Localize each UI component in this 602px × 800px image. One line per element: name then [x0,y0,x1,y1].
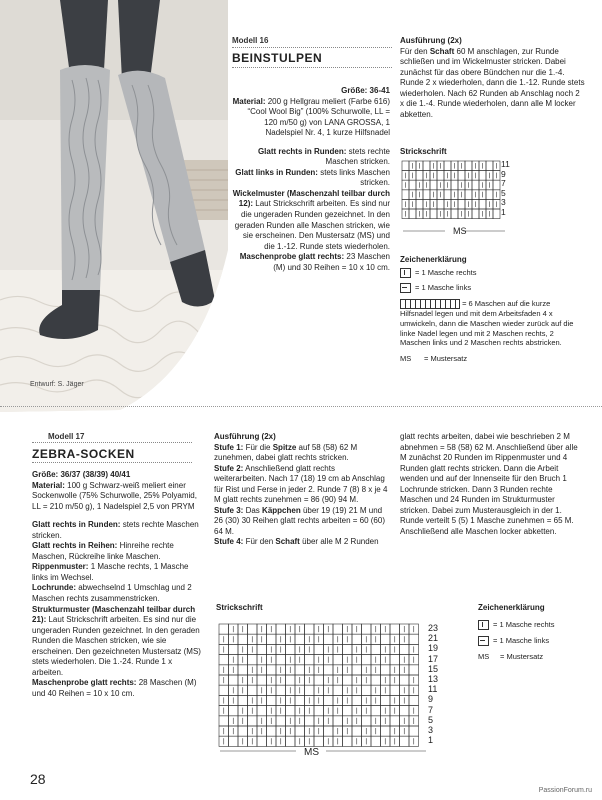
purl-symbol-icon [478,636,489,646]
row-number: 7 [501,178,506,189]
chart-cell [276,685,286,695]
chart-cell [381,726,391,736]
chart-cell [257,706,267,716]
size-label: Größe: 36-41 [341,86,390,95]
legend-16 [400,268,585,364]
chart-cell [390,655,400,665]
chart-cell [493,180,500,190]
chart-cell [444,190,451,200]
chart-cell [409,726,419,736]
chart-16-row-numbers [501,160,510,218]
row-number: 15 [428,663,439,674]
chart-cell [314,675,324,685]
ausfuehrung-heading: Ausführung (2x) [214,432,276,441]
row-number: 1 [501,206,506,217]
chart-cell [238,726,248,736]
chart-cell [458,171,465,181]
chart-cell [409,209,416,219]
glatt-rechts-text: Glatt rechts in Runden: stets rechte Maschen stricken. [32,520,199,540]
chart-cell [437,199,444,209]
chart-cell [333,624,343,634]
chart-cell [465,190,472,200]
chart-cell [400,706,410,716]
chart-cell [472,180,479,190]
legend-item: MS = Mustersatz [400,354,468,364]
chart-cell [400,675,410,685]
chart-cell [267,634,277,644]
model-16-label: Modell 16 [232,36,269,45]
glatt-rechts-text: Glatt rechts in Runden: stets rechte Maschen stricken. [257,146,390,167]
row-number: 13 [428,674,439,685]
row-number: 11 [428,684,438,695]
knit-symbol-icon [400,268,411,278]
row-number: 5 [428,714,434,725]
maschenprobe-text: Maschenprobe glatt rechts: 28 Maschen (M) und 40 Reihen = 10 x 10 cm. [32,678,197,698]
chart-cell [267,665,277,675]
row-number: 9 [428,694,434,705]
ausfuehrung-text: Für den Schaft 60 M anschlagen, zur Runde schließen und im Wickelmuster stricken. Dabei zunächst für das obere Bündchen nur die 1.-4. Runde 2 x wiederholen, dann die 1.-12. Runde stets wiederholen. Nach 62 Runden ab Anschlag noch 2 x die 1.-4. Runde wiederholen, dann alle M locker abketten. [400,46,585,119]
chart-cell [219,624,229,634]
chart-cell [238,634,248,644]
material-text: Material: 100 g Schwarz-weiß meliert einer Sockenwolle (75% Schurwolle, 25% Polyamid, LL = 210 m/50 g), 1 Nadelspiel 2,5 von PRYM [32,480,197,511]
chart-cell [305,624,315,634]
chart-cell [343,706,353,716]
chart-cell [229,644,239,654]
glatt-reihen-text: Glatt rechts in Reihen: Hinreihe rechte Maschen, Rückreihe linke Maschen. [32,541,174,561]
chart-cell [238,695,248,705]
legend-item: = 1 Masche rechts [478,620,588,630]
chart-cell [248,716,258,726]
chart-cell [451,209,458,219]
chart-cell [314,736,324,746]
legend-17 [478,620,588,662]
chart-cell [402,190,409,200]
chart-cell [238,665,248,675]
row-number: 23 [428,623,439,633]
page-number: 28 [30,771,46,787]
rippenmuster-text: Rippenmuster: 1 Masche rechts, 1 Masche links im Wechsel. [32,562,189,582]
chart-cell [267,726,277,736]
chart-cell [371,706,381,716]
legend-item: MS = Mustersatz [478,652,544,661]
model-17-label: Modell 17 [48,432,85,441]
stufe-1-text: Stufe 1: Für die Spitze auf 58 (58) 62 M zunehmen, dabei glatt rechts stricken. [214,442,358,463]
row-number: 7 [428,704,434,715]
ausfuehrung-continued-text: glatt rechts arbeiten, dabei wie beschrieben 2 M abnehmen = 58 (58) 62 M. Anschließend über alle M zunächst 20 Runden im Rippenmuster und 4 Runden glatt rechts stricken. Dann die Arbeit wenden und auf der Innenseite für den Bruch 1 Lochrunde stricken. Dann 3 Runden rechte Maschen und 24 Runden im Strukturmuster stricken. Dabei zum Musterausgleich in der 1. Runde verteilt 5 (5) 1 Masche zunehmen = 65 M. Anschließend alle Maschen locker abketten. [400,432,578,536]
legend-item: = 1 Masche links [478,636,588,646]
chart-cell [257,644,267,654]
chart-cell [390,716,400,726]
model-17-instructions [32,470,204,699]
chart-cell [444,161,451,171]
source-watermark: PassionForum.ru [538,787,592,794]
row-number: 11 [501,159,510,169]
wickelmuster-text: Wickelmuster (Maschenzahl teilbar durch 12): Laut Strickschrift arbeiten. Es sind nur die ungeraden Runden gezeichnet. In den geraden Runden alle Maschen stricken, wie sie erscheinen. Den Mustersatz (MS) und die 1.-12. Runde stets wiederholen. [232,188,390,251]
row-number: 3 [501,197,506,208]
chart-cell [400,736,410,746]
chart-cell [295,634,305,644]
model-17-title: ZEBRA-SOCKEN [32,447,135,461]
chart-cell [479,171,486,181]
lochrunde-text: Lochrunde: abwechselnd 1 Umschlag und 2 Maschen rechts zusammenstricken. [32,583,192,604]
chart-cell [248,624,258,634]
chart-cell [371,736,381,746]
chart-cell [472,209,479,219]
chart-cell [305,655,315,665]
purl-symbol-icon [400,283,411,293]
stufe-4-text: Stufe 4: Für den Schaft über alle M 2 Runden [214,537,379,547]
chart-cell [314,644,324,654]
chart-cell [295,726,305,736]
divider [32,442,192,443]
chart-cell [362,685,372,695]
model-17-ausfuehrung-cont [400,432,585,537]
photo-credit: Entwurf: S. Jäger [30,381,84,388]
chart-cell [276,716,286,726]
chart-cell [295,695,305,705]
chart-cell [276,624,286,634]
chart-cell [458,199,465,209]
chart-cell [390,624,400,634]
chart-cell [362,655,372,665]
chart-cell [423,190,430,200]
chart-cell [248,685,258,695]
chart-cell [333,685,343,695]
row-number: 17 [428,653,439,664]
chart-cell [352,634,362,644]
chart-cell [362,716,372,726]
divider [232,67,392,68]
chart-cell [409,634,419,644]
chart-cell [343,644,353,654]
strukturmuster-text: Strukturmuster (Maschenzahl teilbar durch 21): Laut Strickschrift arbeiten. Es sind nur die ungeraden Runden gezeichnet. In den geraden Runden die Maschen stricken, wie sie erscheinen. Den gezeichneten Mustersatz (MS) stets wiederholen. Die 1.-24. Runde 1 x arbeiten. [32,604,201,677]
chart-cell [437,171,444,181]
glatt-links-text: Glatt links in Runden: stets links Maschen stricken. [235,167,390,188]
chart-cell [451,180,458,190]
legend-item: = 1 Masche links [400,283,585,293]
chart-cell [423,161,430,171]
row-number: 21 [428,633,439,644]
chart-cell [286,736,296,746]
chart-cell [381,695,391,705]
chart-cell [486,161,493,171]
chart-cell [486,190,493,200]
chart-cell [305,716,315,726]
stufe-2-text: Stufe 2: Anschließend glatt rechts weiterarbeiten. Nach 17 (18) 19 cm ab Anschlag für Rist und Ferse in jeder 2. Runde 7 (8) 8 x je 4 M glatt rechts zunehmen = 86 (90) 94 M. [214,463,388,505]
chart-cell [324,726,334,736]
chart-16-title: Strickschrift [400,147,447,156]
chart-cell [479,199,486,209]
chart-cell [430,209,437,219]
row-number: 19 [428,643,439,654]
row-number: 1 [428,735,434,746]
chart-cell [324,665,334,675]
chart-cell [248,655,258,665]
section-separator [0,406,602,407]
chart-cell [276,655,286,665]
chart-cell [286,706,296,716]
chart-cell [343,736,353,746]
stufe-3-text: Stufe 3: Das Käppchen über 19 (19) 21 M und 26 (30) 30 Reihen glatt rechts arbeiten = 60 (60) 64 M. [214,505,385,536]
chart-cell [400,644,410,654]
chart-cell [229,706,239,716]
chart-cell [381,665,391,675]
chart-cell [416,199,423,209]
chart-17-title: Strickschrift [216,603,263,612]
wrap-cable-symbol-icon [400,299,460,309]
legend-item: = 1 Masche rechts [400,268,585,278]
chart-cell [229,736,239,746]
legend-16-title: Zeichenerklärung [400,255,467,264]
chart-cell [371,675,381,685]
chart-cell [343,675,353,685]
chart-cell [314,706,324,716]
chart-cell [219,685,229,695]
divider [32,462,192,463]
chart-cell [493,209,500,219]
maschenprobe-text: Maschenprobe glatt rechts: 23 Maschen (M) und 30 Reihen = 10 x 10 cm. [239,252,390,272]
size-label: Größe: 36/37 (38/39) 40/41 [32,470,131,479]
chart-cell [402,161,409,171]
model-16-title: BEINSTULPEN [232,51,323,65]
material-text: Material: 200 g Hellgrau meliert (Farbe 616) “Cool Wool Big” (100% Schurwolle, LL = 120 m/50 g) von LANA GROSSA, 1 Nadelspiel Nr. 4, 1 kurze Hilfsnadel [232,96,390,138]
chart-cell [409,665,419,675]
chart-cell [390,685,400,695]
chart-cell [324,695,334,705]
ms-label: MS [304,747,319,758]
chart-cell [286,644,296,654]
chart-cell [324,634,334,644]
chart-cell [352,665,362,675]
knit-symbol-icon [478,620,489,630]
chart-cell [286,675,296,685]
chart-cell [465,161,472,171]
divider [232,47,392,48]
chart-cell [333,716,343,726]
chart-cell [352,695,362,705]
chart-17-knitting-chart [216,620,446,764]
model-16-instructions [232,86,390,273]
chart-cell [267,695,277,705]
legend-17-title: Zeichenerklärung [478,603,545,612]
chart-cell [409,695,419,705]
chart-cell [257,736,267,746]
row-number: 3 [428,725,434,736]
chart-cell [229,675,239,685]
row-number: 9 [501,168,506,179]
chart-cell [416,171,423,181]
leg-warmers-photo [0,0,228,412]
model-17-ausfuehrung [214,432,389,548]
chart-cell [305,685,315,695]
chart-cell [371,644,381,654]
chart-cell [257,675,267,685]
ausfuehrung-heading: Ausführung (2x) [400,36,462,45]
chart-17-row-numbers [428,623,438,745]
chart-cell [362,624,372,634]
chart-cell [409,180,416,190]
chart-cell [295,665,305,675]
chart-cell [219,716,229,726]
chart-cell [219,655,229,665]
chart-16-knitting-chart [400,159,550,243]
chart-cell [333,655,343,665]
model-16-ausfuehrung [400,36,585,120]
legend-item: = 6 Maschen auf die kurze Hilfsnadel legen und mit dem Arbeitsfaden 4 x umwickeln, dann die Maschen wieder zurück auf die linke Nadel legen und mit 2 Maschen rechts, 2 Maschen links und 2 Maschen rechts abstricken. [400,299,574,348]
row-number: 5 [501,187,506,198]
chart-cell [381,634,391,644]
chart-cell [352,726,362,736]
chart-cell [430,180,437,190]
ms-label: MS [453,226,467,236]
